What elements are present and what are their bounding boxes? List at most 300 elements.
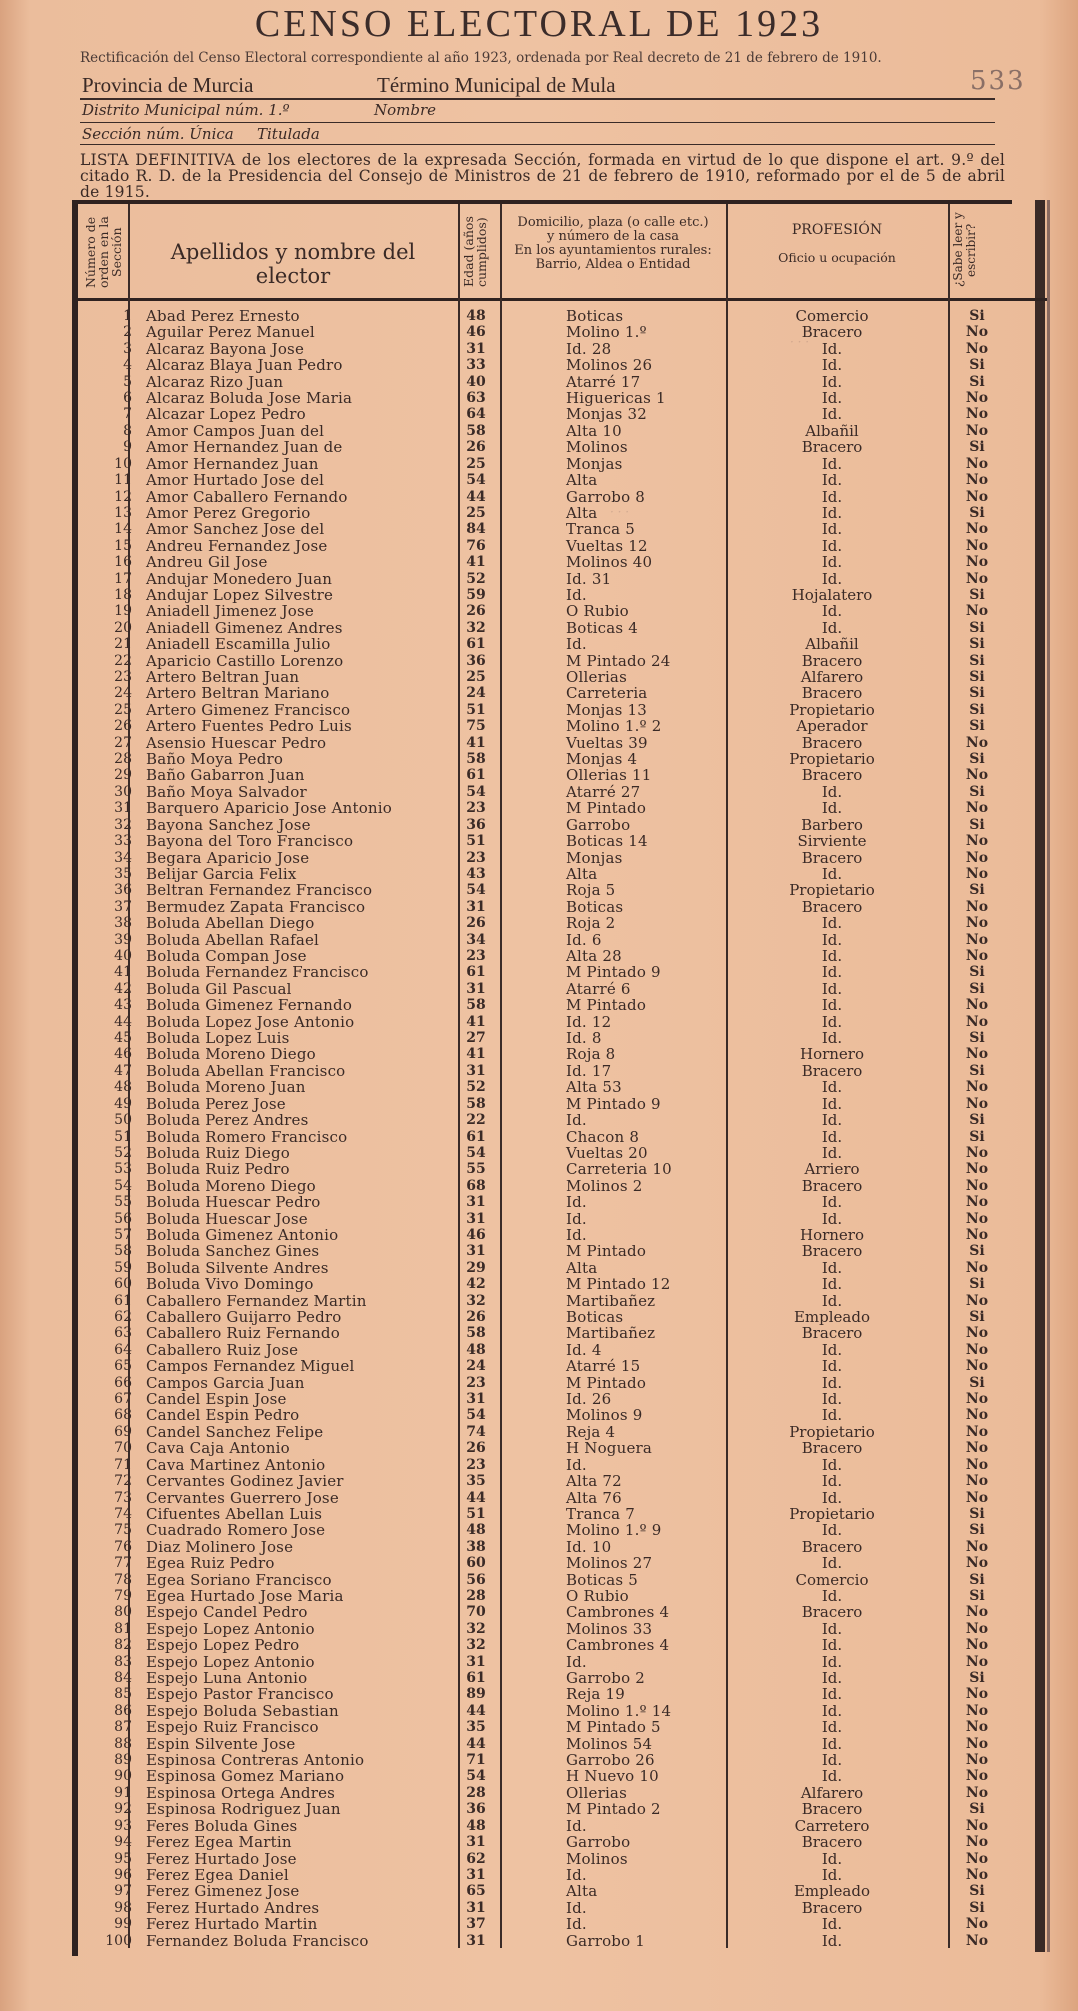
elector-profesion: Id. bbox=[821, 799, 843, 818]
row-number: 81 bbox=[114, 1620, 132, 1637]
elector-age: 46 bbox=[466, 324, 486, 341]
row-number: 45 bbox=[114, 1030, 132, 1047]
elector-name: Boluda Moreno Juan bbox=[146, 1078, 306, 1097]
elector-name: Boluda Abellan Francisco bbox=[146, 1061, 346, 1080]
row-number: 50 bbox=[114, 1112, 132, 1129]
sabe-leer: No bbox=[965, 1046, 989, 1063]
table-row bbox=[0, 1752, 1078, 1769]
elector-domicilio: Id. bbox=[566, 1915, 587, 1934]
elector-age: 31 bbox=[466, 1210, 486, 1227]
sabe-leer: No bbox=[965, 1423, 989, 1440]
elector-age: 61 bbox=[466, 1128, 486, 1145]
provincia: Provincia de Murcia bbox=[82, 73, 254, 97]
table-row bbox=[0, 1736, 1078, 1753]
elector-name: Egea Hurtado Jose Maria bbox=[146, 1586, 344, 1605]
sabe-leer: No bbox=[965, 1702, 989, 1719]
elector-age: 26 bbox=[466, 439, 486, 456]
row-number: 82 bbox=[114, 1637, 132, 1654]
domicilio-line: En los ayuntamientos rurales: bbox=[514, 243, 712, 258]
elector-name: Espejo Lopez Pedro bbox=[146, 1636, 300, 1655]
table-row bbox=[0, 1900, 1078, 1917]
elector-domicilio: Id. 10 bbox=[566, 1537, 612, 1556]
sabe-leer: Si bbox=[969, 1883, 985, 1900]
elector-name: Alcaraz Bayona Jose bbox=[146, 339, 305, 358]
elector-domicilio: Garrobo bbox=[566, 1833, 631, 1852]
row-number: 39 bbox=[114, 931, 132, 948]
header-oficio: Oficio u ocupación bbox=[778, 250, 896, 265]
row-number: 1 bbox=[123, 308, 132, 324]
elector-name: Boluda Gil Pascual bbox=[146, 979, 292, 998]
table-row bbox=[0, 1112, 1078, 1129]
elector-profesion: Id. bbox=[821, 356, 843, 375]
elector-profesion: Empleado bbox=[793, 1882, 871, 1901]
table-row bbox=[0, 899, 1078, 916]
elector-domicilio: M Pintado 5 bbox=[566, 1718, 661, 1737]
elector-profesion: Id. bbox=[821, 996, 843, 1015]
sabe-leer: No bbox=[965, 997, 989, 1014]
sabe-leer: No bbox=[965, 1489, 989, 1506]
elector-name: Abad Perez Ernesto bbox=[146, 307, 300, 325]
sabe-leer: No bbox=[965, 1325, 989, 1342]
elector-age: 31 bbox=[466, 1653, 486, 1670]
table-row bbox=[0, 1391, 1078, 1408]
elector-profesion: Bracero bbox=[801, 1800, 863, 1819]
elector-profesion: Id. bbox=[821, 1406, 843, 1425]
row-number: 31 bbox=[114, 800, 132, 817]
table-row bbox=[0, 439, 1078, 456]
elector-name: Espinosa Ortega Andres bbox=[146, 1783, 336, 1802]
elector-domicilio: Garrobo bbox=[566, 815, 631, 834]
elector-name: Egea Ruiz Pedro bbox=[146, 1554, 275, 1573]
elector-age: 28 bbox=[466, 1587, 486, 1604]
elector-domicilio: Id. bbox=[566, 1898, 587, 1917]
elector-name: Boluda Lopez Jose Antonio bbox=[146, 1012, 355, 1031]
table-row bbox=[0, 735, 1078, 752]
elector-profesion: Aperador bbox=[796, 717, 868, 736]
elector-name: Amor Campos Juan del bbox=[146, 421, 325, 440]
elector-domicilio: Carreteria bbox=[566, 684, 648, 703]
sabe-leer: No bbox=[965, 472, 989, 489]
domicilio-line: y número de la casa bbox=[546, 229, 680, 244]
row-number: 52 bbox=[114, 1144, 132, 1161]
table-row bbox=[0, 767, 1078, 784]
elector-domicilio: O Rubio bbox=[566, 1586, 629, 1605]
elector-age: 23 bbox=[466, 849, 486, 866]
table-row bbox=[0, 571, 1078, 588]
elector-age: 58 bbox=[466, 751, 486, 768]
elector-name: Andreu Fernandez Jose bbox=[146, 536, 328, 555]
table-row bbox=[0, 636, 1078, 653]
sabe-leer: No bbox=[965, 537, 989, 554]
elector-age: 44 bbox=[466, 1702, 486, 1719]
sabe-leer: Si bbox=[969, 586, 985, 603]
elector-name: Espinosa Contreras Antonio bbox=[146, 1751, 365, 1770]
elector-age: 31 bbox=[466, 1899, 486, 1916]
row-number: 6 bbox=[123, 390, 132, 407]
elector-profesion: Propietario bbox=[789, 881, 875, 900]
sabe-leer: No bbox=[965, 1866, 989, 1883]
sabe-leer: No bbox=[965, 1768, 989, 1785]
elector-profesion: Carretero bbox=[794, 1816, 870, 1835]
elector-profesion: Propietario bbox=[789, 1504, 875, 1523]
elector-profesion: Albañil bbox=[805, 635, 859, 654]
elector-domicilio: Ollerias bbox=[566, 668, 627, 687]
elector-name: Andreu Gil Jose bbox=[146, 553, 268, 572]
elector-name: Espinosa Rodriguez Juan bbox=[146, 1800, 341, 1819]
elector-domicilio: Id. 28 bbox=[566, 339, 612, 358]
elector-domicilio: Vueltas 20 bbox=[566, 1143, 648, 1162]
elector-profesion: Bracero bbox=[801, 438, 863, 457]
sabe-leer: No bbox=[965, 1144, 989, 1161]
elector-name: Bermudez Zapata Francisco bbox=[146, 897, 366, 916]
elector-domicilio: Alta bbox=[566, 1258, 598, 1277]
elector-profesion: Bracero bbox=[801, 1833, 863, 1852]
row-number: 54 bbox=[114, 1177, 132, 1194]
table-row bbox=[0, 1260, 1078, 1277]
elector-name: Alcaraz Rizo Juan bbox=[146, 372, 284, 391]
elector-domicilio: Molinos 9 bbox=[566, 1406, 643, 1425]
table-row bbox=[0, 964, 1078, 981]
row-number: 77 bbox=[114, 1555, 132, 1572]
row-number: 97 bbox=[114, 1883, 132, 1900]
sabe-leer: No bbox=[965, 898, 989, 915]
elector-age: 44 bbox=[466, 1735, 486, 1752]
row-number: 23 bbox=[114, 669, 132, 686]
sabe-leer: Si bbox=[969, 751, 985, 768]
elector-domicilio: Garrobo 1 bbox=[566, 1931, 646, 1950]
table-row bbox=[0, 1161, 1078, 1178]
elector-name: Feres Boluda Gines bbox=[146, 1816, 298, 1835]
table-row bbox=[0, 1719, 1078, 1736]
elector-profesion: Id. bbox=[821, 946, 843, 965]
bleed-mark: · · · bbox=[610, 505, 630, 519]
elector-domicilio: Molino 1.º bbox=[566, 323, 647, 342]
domicilio-line: Barrio, Aldea o Entidad bbox=[535, 257, 691, 272]
elector-profesion: Id. bbox=[821, 405, 843, 424]
elector-domicilio: Boticas bbox=[566, 1308, 624, 1326]
table-row bbox=[0, 374, 1078, 391]
elector-name: Aniadell Escamilla Julio bbox=[146, 635, 331, 654]
row-number: 29 bbox=[114, 767, 132, 784]
elector-age: 41 bbox=[466, 554, 486, 571]
elector-name: Boluda Gimenez Antonio bbox=[146, 1225, 339, 1244]
elector-age: 75 bbox=[466, 718, 486, 735]
sabe-leer: No bbox=[965, 931, 989, 948]
row-number: 12 bbox=[114, 488, 132, 505]
sabe-leer: No bbox=[965, 1341, 989, 1358]
elector-age: 31 bbox=[466, 1243, 486, 1260]
row-number: 89 bbox=[114, 1752, 132, 1769]
elector-name: Alcaraz Blaya Juan Pedro bbox=[146, 356, 343, 375]
elector-domicilio: H Nuevo 10 bbox=[566, 1767, 659, 1786]
elector-age: 31 bbox=[466, 898, 486, 915]
row-number: 64 bbox=[114, 1341, 132, 1358]
row-number: 2 bbox=[123, 324, 132, 341]
elector-age: 31 bbox=[466, 980, 486, 997]
sabe-leer: Si bbox=[969, 1571, 985, 1588]
elector-domicilio: Id. 6 bbox=[566, 930, 602, 949]
elector-age: 54 bbox=[466, 882, 486, 899]
elector-name: Amor Hurtado Jose del bbox=[146, 471, 325, 490]
elector-profesion: Id. bbox=[821, 963, 843, 982]
elector-profesion: Id. bbox=[821, 1029, 843, 1048]
elector-profesion: Id. bbox=[821, 1111, 843, 1130]
row-number: 99 bbox=[114, 1916, 132, 1933]
table-row bbox=[0, 653, 1078, 670]
elector-profesion: Id. bbox=[821, 618, 843, 637]
elector-profesion: Id. bbox=[821, 1193, 843, 1212]
row-number: 14 bbox=[114, 521, 132, 538]
elector-name: Aniadell Jimenez Jose bbox=[146, 602, 315, 621]
elector-profesion: Id. bbox=[821, 930, 843, 949]
elector-age: 27 bbox=[466, 1030, 486, 1047]
elector-profesion: Id. bbox=[821, 1619, 843, 1638]
elector-name: Bayona Sanchez Jose bbox=[146, 815, 311, 834]
row-number: 79 bbox=[114, 1587, 132, 1604]
table-row bbox=[0, 1194, 1078, 1211]
elector-domicilio: Id. bbox=[566, 1652, 587, 1671]
elector-name: Cervantes Godinez Javier bbox=[146, 1472, 344, 1491]
sabe-leer: Si bbox=[969, 669, 985, 686]
elector-domicilio: H Noguera bbox=[566, 1439, 653, 1458]
elector-name: Artero Beltran Mariano bbox=[146, 684, 330, 703]
sabe-leer: Si bbox=[969, 1505, 985, 1522]
sabe-leer: No bbox=[965, 1604, 989, 1621]
row-number: 5 bbox=[123, 373, 132, 390]
elector-age: 74 bbox=[466, 1423, 486, 1440]
elector-domicilio: Tranca 5 bbox=[566, 520, 636, 539]
elector-profesion: Bracero bbox=[801, 684, 863, 703]
elector-age: 61 bbox=[466, 636, 486, 653]
elector-domicilio: M Pintado 9 bbox=[566, 1094, 661, 1113]
elector-domicilio: Higuericas 1 bbox=[566, 389, 666, 408]
table-row bbox=[0, 932, 1078, 949]
elector-profesion: Id. bbox=[821, 1373, 843, 1392]
elector-name: Cava Martinez Antonio bbox=[146, 1455, 326, 1474]
elector-domicilio: Id. bbox=[566, 1816, 587, 1835]
table-row bbox=[0, 784, 1078, 801]
elector-age: 26 bbox=[466, 915, 486, 932]
divider bbox=[80, 122, 995, 123]
elector-profesion: Id. bbox=[821, 1258, 843, 1277]
row-number: 71 bbox=[114, 1456, 132, 1473]
elector-name: Asensio Huescar Pedro bbox=[146, 733, 327, 752]
sabe-leer: Si bbox=[969, 964, 985, 981]
elector-profesion: Alfarero bbox=[800, 668, 864, 687]
elector-name: Alcazar Lopez Pedro bbox=[146, 405, 306, 424]
elector-profesion: Id. bbox=[821, 487, 843, 506]
elector-age: 54 bbox=[466, 1768, 486, 1785]
sabe-leer: No bbox=[965, 1620, 989, 1637]
row-number: 73 bbox=[114, 1489, 132, 1506]
elector-age: 70 bbox=[466, 1604, 486, 1621]
sabe-leer: No bbox=[965, 1292, 989, 1309]
table-row bbox=[0, 1030, 1078, 1047]
sabe-leer: No bbox=[965, 800, 989, 817]
elector-age: 24 bbox=[466, 1358, 486, 1375]
elector-profesion: Id. bbox=[821, 1291, 843, 1310]
nombre-label: Nombre bbox=[374, 101, 437, 119]
elector-domicilio: Molinos 33 bbox=[566, 1619, 653, 1638]
table-row bbox=[0, 1129, 1078, 1146]
elector-domicilio: Id. bbox=[566, 1455, 587, 1474]
table-row bbox=[0, 1637, 1078, 1654]
elector-profesion: Id. bbox=[821, 1209, 843, 1228]
sabe-leer: No bbox=[965, 1850, 989, 1867]
distrito: Distrito Municipal núm. 1.º bbox=[82, 101, 290, 119]
table-row bbox=[0, 948, 1078, 965]
elector-domicilio: Boticas 14 bbox=[566, 832, 648, 851]
row-number: 11 bbox=[114, 472, 132, 489]
elector-profesion: Id. bbox=[821, 1767, 843, 1786]
elector-age: 25 bbox=[466, 455, 486, 472]
sabe-leer: No bbox=[965, 1735, 989, 1752]
elector-domicilio: Martibañez bbox=[566, 1324, 656, 1343]
elector-name: Belijar Garcia Felix bbox=[146, 864, 297, 883]
elector-name: Artero Beltran Juan bbox=[146, 668, 300, 687]
elector-name: Espinosa Gomez Mariano bbox=[146, 1767, 345, 1786]
elector-profesion: Id. bbox=[821, 520, 843, 539]
table-row bbox=[0, 505, 1078, 522]
elector-domicilio: Monjas bbox=[566, 454, 623, 473]
table-row bbox=[0, 324, 1078, 341]
elector-domicilio: Atarré 6 bbox=[566, 979, 631, 998]
row-number: 51 bbox=[114, 1128, 132, 1145]
sabe-leer: Si bbox=[969, 1309, 985, 1325]
elector-profesion: Id. bbox=[821, 454, 843, 473]
row-number: 69 bbox=[114, 1423, 132, 1440]
row-number: 37 bbox=[114, 898, 132, 915]
table-row bbox=[0, 817, 1078, 834]
sabe-leer: No bbox=[965, 455, 989, 472]
elector-age: 52 bbox=[466, 1079, 486, 1096]
sabe-leer: No bbox=[965, 1473, 989, 1490]
elector-name: Boluda Vivo Domingo bbox=[146, 1275, 314, 1294]
elector-domicilio: M Pintado 12 bbox=[566, 1275, 671, 1294]
elector-name: Ferez Hurtado Jose bbox=[146, 1849, 297, 1868]
table-row bbox=[0, 554, 1078, 571]
row-number: 61 bbox=[114, 1292, 132, 1309]
table-row bbox=[0, 1440, 1078, 1457]
elector-name: Espejo Luna Antonio bbox=[146, 1669, 308, 1688]
table-row bbox=[0, 850, 1078, 867]
elector-domicilio: Garrobo 8 bbox=[566, 487, 646, 506]
row-number: 55 bbox=[114, 1194, 132, 1211]
elector-profesion: Alfarero bbox=[800, 1783, 864, 1802]
elector-age: 23 bbox=[466, 1374, 486, 1391]
sabe-leer: No bbox=[965, 1538, 989, 1555]
table-row bbox=[0, 1457, 1078, 1474]
elector-age: 48 bbox=[466, 1817, 486, 1834]
elector-domicilio: Atarré 17 bbox=[566, 372, 641, 391]
elector-profesion: Id. bbox=[821, 1357, 843, 1376]
elector-age: 42 bbox=[466, 1276, 486, 1293]
row-number: 84 bbox=[114, 1670, 132, 1687]
elector-age: 62 bbox=[466, 1850, 486, 1867]
elector-domicilio: Boticas bbox=[566, 897, 624, 916]
sabe-leer: Si bbox=[969, 373, 985, 390]
table-row bbox=[0, 406, 1078, 423]
table-row bbox=[0, 1309, 1078, 1326]
table-row bbox=[0, 1539, 1078, 1556]
elector-profesion: Id. bbox=[821, 372, 843, 391]
elector-domicilio: Id. bbox=[566, 585, 587, 604]
elector-age: 23 bbox=[466, 800, 486, 817]
elector-domicilio: Cambrones 4 bbox=[566, 1603, 670, 1622]
sabe-leer: Si bbox=[969, 882, 985, 899]
elector-age: 32 bbox=[466, 1292, 486, 1309]
elector-domicilio: Id. 17 bbox=[566, 1061, 612, 1080]
sabe-leer: Si bbox=[969, 439, 985, 456]
sabe-leer: No bbox=[965, 324, 989, 341]
sabe-leer: No bbox=[965, 488, 989, 505]
elector-age: 89 bbox=[466, 1686, 486, 1703]
table-row bbox=[0, 538, 1078, 555]
elector-name: Artero Gimenez Francisco bbox=[146, 700, 351, 719]
elector-age: 34 bbox=[466, 931, 486, 948]
elector-age: 22 bbox=[466, 1112, 486, 1129]
elector-profesion: Id. bbox=[821, 1078, 843, 1097]
elector-name: Candel Espin Jose bbox=[146, 1390, 287, 1409]
row-number: 59 bbox=[114, 1259, 132, 1276]
elector-name: Boluda Fernandez Francisco bbox=[146, 963, 369, 982]
elector-domicilio: M Pintado 24 bbox=[566, 651, 671, 670]
elector-domicilio: Molinos 54 bbox=[566, 1734, 653, 1753]
elector-age: 26 bbox=[466, 1309, 486, 1325]
elector-profesion: Id. bbox=[821, 569, 843, 588]
elector-name: Espejo Pastor Francisco bbox=[146, 1685, 334, 1704]
sabe-leer: No bbox=[965, 390, 989, 407]
table-row bbox=[0, 1588, 1078, 1605]
table-row bbox=[0, 1178, 1078, 1195]
elector-domicilio: Molino 1.º 2 bbox=[566, 717, 662, 736]
sabe-leer: No bbox=[965, 1259, 989, 1276]
elector-name: Boluda Romero Francisco bbox=[146, 1127, 348, 1146]
elector-profesion: Id. bbox=[821, 1652, 843, 1671]
row-number: 65 bbox=[114, 1358, 132, 1375]
lista-definitiva: LISTA DEFINITIVA de los electores de la expresada Sección, formada en virtud de lo que dispone el art. 9.º del citado R. D. de la Presidencia del Consejo de Ministros de 21 de febrero de 1910, reformado por el de 5 de abril de 1915. bbox=[80, 151, 1005, 201]
table-row bbox=[0, 718, 1078, 735]
elector-domicilio: Id. bbox=[566, 1225, 587, 1244]
table-row bbox=[0, 1079, 1078, 1096]
elector-domicilio: Id. 8 bbox=[566, 1029, 602, 1048]
table-row bbox=[0, 1473, 1078, 1490]
row-number: 93 bbox=[114, 1817, 132, 1834]
row-number: 58 bbox=[114, 1243, 132, 1260]
elector-age: 31 bbox=[466, 1834, 486, 1851]
row-number: 4 bbox=[123, 357, 132, 374]
elector-domicilio: Id. bbox=[566, 1209, 587, 1228]
table-row bbox=[0, 1801, 1078, 1818]
elector-age: 64 bbox=[466, 406, 486, 423]
elector-domicilio: Id. bbox=[566, 1111, 587, 1130]
row-number: 21 bbox=[114, 636, 132, 653]
elector-name: Baño Moya Salvador bbox=[146, 782, 307, 801]
elector-name: Boluda Ruiz Diego bbox=[146, 1143, 290, 1162]
elector-name: Egea Soriano Francisco bbox=[146, 1570, 332, 1589]
elector-profesion: Id. bbox=[821, 1275, 843, 1294]
elector-name: Andujar Lopez Silvestre bbox=[146, 585, 334, 604]
elector-profesion: Id. bbox=[821, 553, 843, 572]
elector-name: Amor Caballero Fernando bbox=[146, 487, 348, 506]
row-number: 25 bbox=[114, 701, 132, 718]
elector-profesion: Id. bbox=[821, 339, 843, 358]
table-row bbox=[0, 603, 1078, 620]
elector-profesion: Id. bbox=[821, 1521, 843, 1540]
table-row bbox=[0, 1375, 1078, 1392]
row-number: 57 bbox=[114, 1226, 132, 1243]
sabe-leer: No bbox=[965, 603, 989, 620]
